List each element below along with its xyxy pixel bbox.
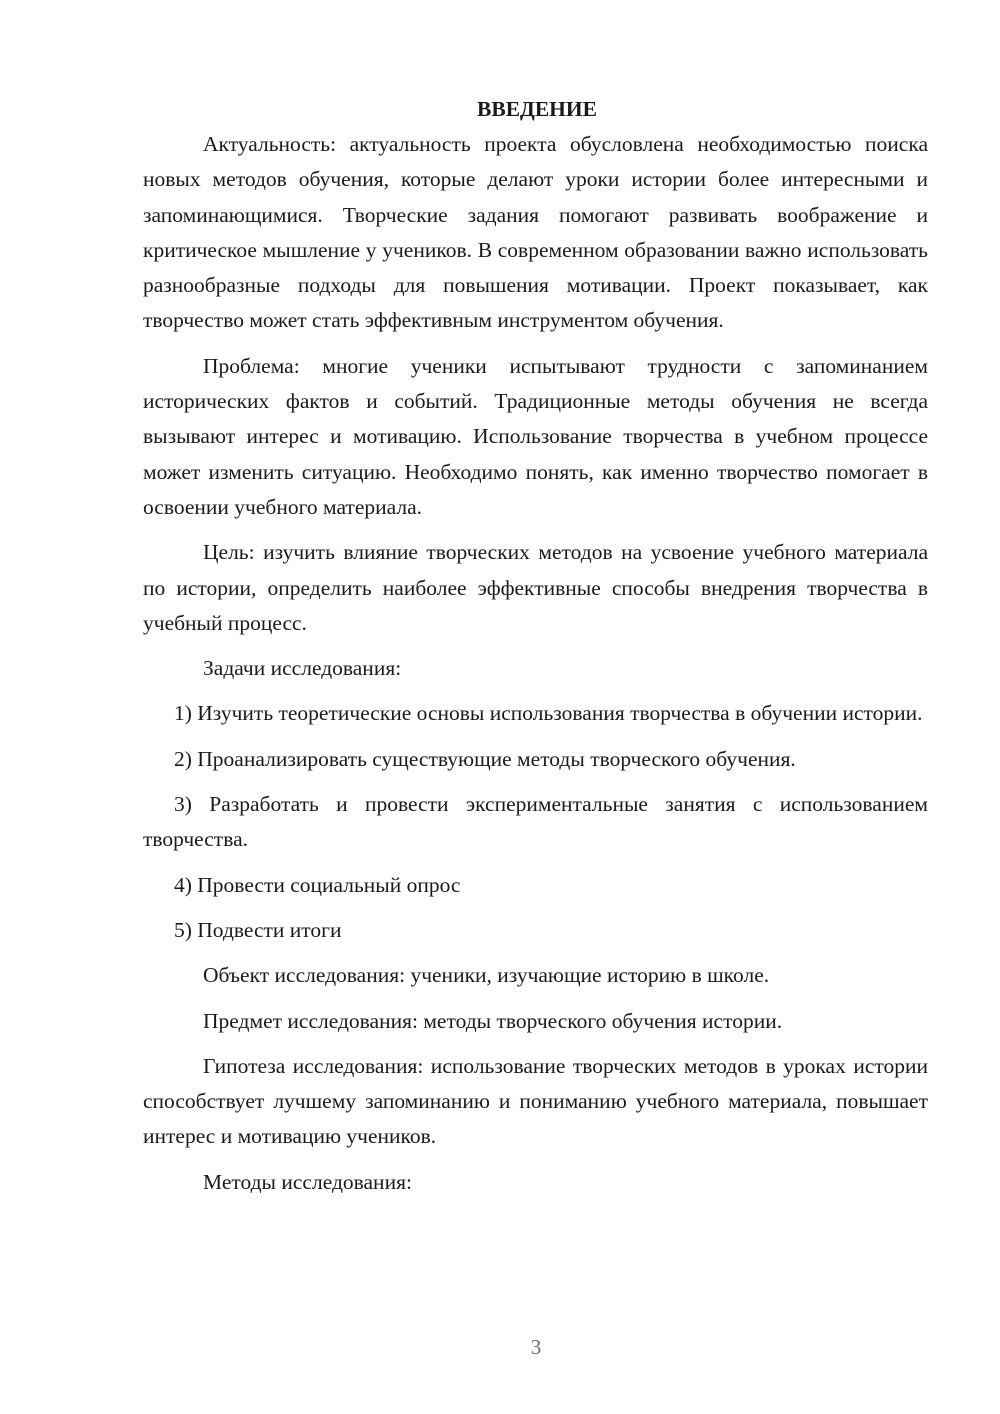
page-title: ВВЕДЕНИЕ: [477, 97, 597, 121]
subject-paragraph: Предмет исследования: методы творческого обучения истории.: [203, 1008, 783, 1033]
task-item-2: 2) Проанализировать существующие методы творческого обучения.: [174, 746, 796, 771]
task-item-1: 1) Изучить теоретические основы использования творчества в обучении истории.: [174, 701, 923, 726]
object-paragraph: Объект исследования: ученики, изучающие историю в школе.: [203, 963, 770, 988]
relevance-paragraph: Актуальность: актуальность проекта обусловлена необходимостью поиска новых методов обучения, которые делают уроки истории более интересными и запоминающимися. Творческие задания помогают развивать воображение и критическое мышление у учеников. В современном образовании важно использовать разнообразные подходы для повышения мотивации. Проект показывает, как творчество может стать эффективным инструментом обучения.: [143, 132, 928, 333]
task-item-4: 4) Провести социальный опрос: [174, 872, 461, 897]
task-item-5: 5) Подвести итоги: [174, 917, 342, 942]
goal-paragraph: Цель: изучить влияние творческих методов на усвоение учебного материала по истории, определить наиболее эффективные способы внедрения творчества в учебный процесс.: [143, 540, 928, 635]
page-body: [143, 92, 928, 1200]
page-number: 3: [530, 1335, 542, 1359]
tasks-heading: Задачи исследования:: [203, 656, 402, 681]
methods-heading: Методы исследования:: [203, 1169, 412, 1194]
task-item-3: 3) Разработать и провести экспериментальные занятия с использованием творчества.: [143, 792, 928, 852]
problem-paragraph: Проблема: многие ученики испытывают трудности с запоминанием исторических фактов и событий. Традиционные методы обучения не всегда вызывают интерес и мотивацию. Использование творчества в учебном процессе может изменить ситуацию. Необходимо понять, как именно творчество помогает в освоении учебного материала.: [143, 353, 928, 519]
hypothesis-paragraph: Гипотеза исследования: использование творческих методов в уроках истории способствует лучшему запоминанию и пониманию учебного материала, повышает интерес и мотивацию учеников.: [143, 1053, 928, 1149]
